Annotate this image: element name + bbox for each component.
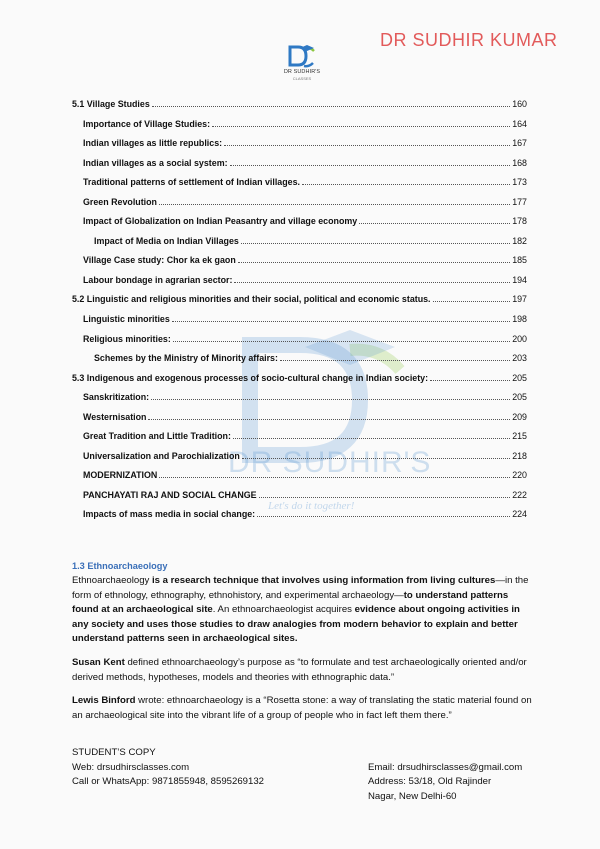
text-run: defined ethnoarchaeology’s purpose as “to formulate and test archaeologically oriented and/or derived methods, hypotheses, models and theories with ethnographic data.” bbox=[72, 657, 527, 683]
paragraph-lewis-binford bbox=[72, 694, 537, 723]
toc-entry-page: 168 bbox=[512, 157, 527, 168]
toc-entry[interactable] bbox=[72, 509, 527, 529]
toc-entry-page: 205 bbox=[512, 392, 527, 403]
text-run: . An ethnoarchaeologist acquires bbox=[212, 604, 355, 616]
toc-entry-title: Impacts of mass media in social change: bbox=[83, 509, 256, 520]
toc-leader-dots bbox=[172, 314, 510, 322]
toc-entry[interactable] bbox=[72, 197, 527, 217]
toc-leader-dots bbox=[259, 490, 511, 498]
toc-leader-dots bbox=[238, 255, 510, 263]
toc-entry-page: 218 bbox=[512, 450, 527, 461]
bold-run: to understand patterns found at an archaeological site bbox=[72, 589, 509, 616]
toc-entry-title: Importance of Village Studies: bbox=[83, 118, 211, 129]
toc-leader-dots bbox=[242, 451, 510, 459]
toc-leader-dots bbox=[234, 275, 510, 283]
logo-sub: CLASSES bbox=[292, 75, 312, 81]
toc-leader-dots bbox=[159, 197, 510, 205]
toc-entry-page: 215 bbox=[512, 431, 527, 442]
toc-entry-page: 197 bbox=[512, 294, 527, 305]
toc-leader-dots bbox=[224, 138, 510, 146]
toc-leader-dots bbox=[433, 294, 511, 302]
bold-run: Lewis Binford bbox=[72, 695, 136, 706]
toc-entry-page: 177 bbox=[512, 196, 527, 207]
toc-entry[interactable] bbox=[72, 334, 527, 354]
toc-entry-title: Impact of Globalization on Indian Peasantry and village economy bbox=[83, 216, 358, 227]
toc-entry[interactable] bbox=[72, 490, 527, 510]
toc-entry[interactable] bbox=[72, 99, 527, 119]
toc-entry-page: 182 bbox=[512, 235, 527, 246]
logo-mark-icon bbox=[287, 44, 317, 70]
toc-leader-dots bbox=[230, 158, 511, 166]
footer-phone: Call or WhatsApp: 9871855948, 8595269132 bbox=[72, 776, 265, 788]
toc-entry-page: 164 bbox=[512, 118, 527, 129]
toc-entry-title: 5.2 Linguistic and religious minorities and their social, political and economic status. bbox=[72, 294, 431, 305]
toc-entry[interactable] bbox=[72, 216, 527, 236]
toc-entry-page: 173 bbox=[512, 177, 527, 188]
toc-entry[interactable] bbox=[72, 158, 527, 178]
table-of-contents bbox=[72, 99, 527, 529]
toc-entry-title: Sanskritization: bbox=[83, 392, 150, 403]
toc-entry-page: 167 bbox=[512, 138, 527, 149]
footer-address-line-2: Nagar, New Delhi-60 bbox=[368, 790, 457, 802]
toc-leader-dots bbox=[430, 373, 510, 381]
text-run: —in the form of ethnology, ethnography, ethnohistory, and experimental archaeology— bbox=[72, 575, 529, 601]
toc-entry-page: 160 bbox=[512, 99, 527, 109]
toc-entry[interactable] bbox=[72, 138, 527, 158]
toc-entry-page: 200 bbox=[512, 333, 527, 344]
paragraph-definition bbox=[72, 574, 537, 647]
toc-entry-page: 178 bbox=[512, 216, 527, 227]
toc-entry-title: Indian villages as little republics: bbox=[83, 138, 223, 149]
toc-entry-title: Green Revolution bbox=[83, 196, 157, 207]
toc-leader-dots bbox=[151, 392, 510, 400]
toc-leader-dots bbox=[173, 334, 510, 342]
toc-entry-title: Universalization and Parochialization bbox=[83, 450, 240, 461]
toc-entry-title: Religious minorities: bbox=[83, 333, 171, 344]
toc-entry-title: 5.3 Indigenous and exogenous processes of socio-cultural change in Indian society: bbox=[72, 372, 429, 383]
toc-leader-dots bbox=[257, 509, 510, 517]
logo-name: DR SUDHIR'S bbox=[283, 69, 321, 75]
logo bbox=[270, 44, 334, 90]
text-run: wrote: ethnoarchaeology is a “Rosetta stone: a way of translating the static material found on an archaeological site into the vibrant life of a group of people who in fact left them there.” bbox=[72, 695, 532, 721]
author-stamp: DR SUDHIR KUMAR bbox=[380, 30, 558, 50]
toc-entry-page: 220 bbox=[512, 470, 527, 481]
toc-entry-page: 203 bbox=[512, 353, 527, 364]
toc-entry-title: Traditional patterns of settlement of Indian villages. bbox=[83, 177, 300, 188]
toc-leader-dots bbox=[152, 99, 510, 107]
toc-leader-dots bbox=[280, 353, 510, 361]
bold-run: Susan Kent bbox=[72, 657, 125, 668]
toc-leader-dots bbox=[159, 470, 510, 478]
toc-leader-dots bbox=[212, 119, 510, 127]
footer-address-line-1: Address: 53/18, Old Rajinder bbox=[368, 776, 492, 788]
bold-run: evidence about ongoing activities in any society and uses those studies to draw analogies from modern behavior to explain and better understand patterns seen in archaeological sites. bbox=[72, 604, 520, 645]
toc-leader-dots bbox=[359, 216, 510, 224]
toc-entry-title: Impact of Media on Indian Villages bbox=[94, 235, 239, 246]
toc-entry-page: 205 bbox=[512, 372, 527, 383]
section-heading: 1.3 Ethnoarchaeology bbox=[72, 561, 168, 571]
toc-entry[interactable] bbox=[72, 294, 527, 314]
toc-entry-page: 198 bbox=[512, 314, 527, 325]
toc-entry-page: 222 bbox=[512, 489, 527, 500]
toc-entry[interactable] bbox=[72, 119, 527, 139]
toc-entry-title: Village Case study: Chor ka ek gaon bbox=[83, 255, 236, 266]
toc-entry[interactable] bbox=[72, 470, 527, 490]
toc-entry-page: 224 bbox=[512, 509, 527, 520]
toc-entry[interactable] bbox=[72, 275, 527, 295]
toc-entry-title: Indian villages as a social system: bbox=[83, 157, 228, 168]
toc-entry-page: 185 bbox=[512, 255, 527, 266]
toc-entry-title: PANCHAYATI RAJ AND SOCIAL CHANGE bbox=[83, 489, 257, 500]
toc-entry[interactable] bbox=[72, 373, 527, 393]
toc-leader-dots bbox=[241, 236, 510, 244]
watermark-tagline: Let's do it together! bbox=[268, 500, 355, 512]
toc-leader-dots bbox=[148, 412, 510, 420]
toc-entry-title: Great Tradition and Little Tradition: bbox=[83, 431, 231, 442]
toc-entry[interactable] bbox=[72, 236, 527, 256]
toc-leader-dots bbox=[302, 177, 510, 185]
toc-entry[interactable] bbox=[72, 314, 527, 334]
footer-web[interactable]: Web: drsudhirsclasses.com bbox=[72, 761, 190, 773]
text-run: Ethnoarchaeology bbox=[72, 575, 153, 586]
toc-entry[interactable] bbox=[72, 451, 527, 471]
toc-entry-title: Linguistic minorities bbox=[83, 314, 170, 325]
toc-entry[interactable] bbox=[72, 255, 527, 275]
toc-entry-title: 5.1 Village Studies bbox=[72, 99, 150, 109]
toc-entry[interactable] bbox=[72, 412, 527, 432]
toc-entry-title: Schemes by the Ministry of Minority affairs: bbox=[94, 353, 278, 364]
toc-entry-title: MODERNIZATION bbox=[83, 470, 158, 481]
toc-entry-title: Westernisation bbox=[83, 411, 147, 422]
toc-entry[interactable] bbox=[72, 392, 527, 412]
toc-entry-page: 209 bbox=[512, 411, 527, 422]
footer-email[interactable]: Email: drsudhirsclasses@gmail.com bbox=[368, 761, 523, 773]
paragraph-susan-kent bbox=[72, 656, 537, 685]
toc-entry-page: 194 bbox=[512, 274, 527, 285]
watermark-name: DR SUDHIR'S bbox=[228, 446, 432, 479]
toc-entry-title: Labour bondage in agrarian sector: bbox=[83, 274, 233, 285]
footer-copy-label: STUDENT’S COPY bbox=[72, 747, 156, 758]
bold-run: is a research technique that involves using information from living cultures bbox=[152, 575, 496, 586]
toc-entry[interactable] bbox=[72, 177, 527, 197]
toc-entry[interactable] bbox=[72, 353, 527, 373]
toc-leader-dots bbox=[233, 431, 510, 439]
toc-entry[interactable] bbox=[72, 431, 527, 451]
